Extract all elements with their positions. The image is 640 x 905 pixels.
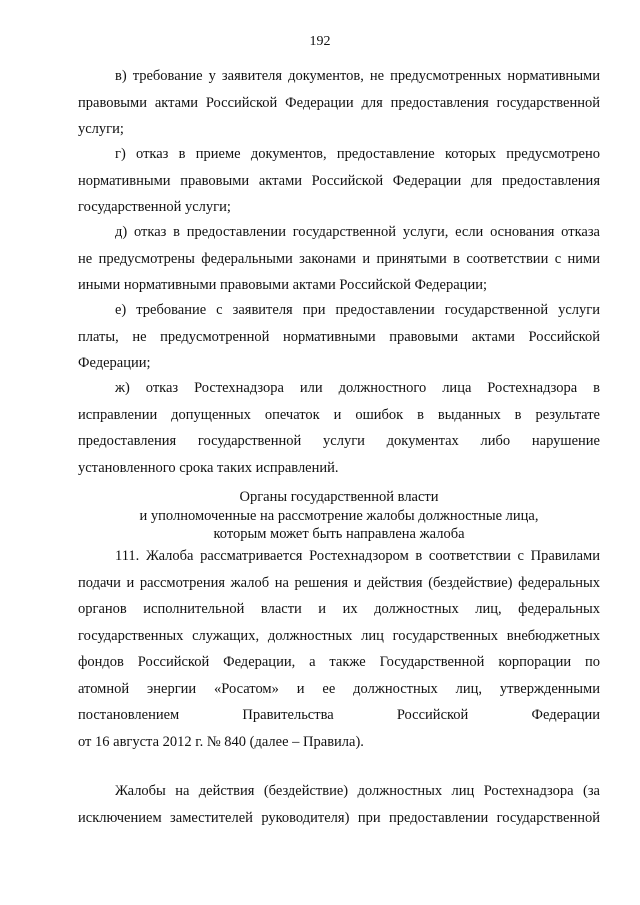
text-line: услуги; <box>78 121 124 137</box>
text-line: органов исполнительной власти и их должностных лиц, федеральных <box>78 601 600 617</box>
paragraph-v <box>78 63 600 143</box>
text-line: исправлении допущенных опечаток и ошибок в выданных в результате <box>78 406 600 423</box>
text-line: атомной энергии «Росатом» и ее должностных лиц, утвержденными <box>78 680 600 697</box>
text-line: предоставления государственной услуги документах либо нарушение <box>78 433 600 449</box>
text-line: правовыми актами Российской Федерации для предоставления государственной <box>78 94 600 111</box>
page-number: 192 <box>309 34 331 49</box>
text-line: ж) отказ Ростехнадзора или должностного лица Ростехнадзора в <box>115 380 600 396</box>
paragraph-zh <box>78 375 600 481</box>
paragraph-e <box>78 297 600 377</box>
text-line: установленного срока таких исправлений. <box>78 459 339 476</box>
heading-line: и уполномоченные на рассмотрение жалобы должностные лица, <box>139 507 539 524</box>
paragraph-complaints <box>78 778 600 831</box>
text-line: 111. Жалоба рассматривается Ростехнадзором в соответствии с Правилами <box>115 548 600 564</box>
text-line: не предусмотрены федеральными законами и принятыми в соответствии с ними <box>78 250 600 267</box>
text-line: постановлением Правительства Российской Федерации <box>78 707 600 723</box>
paragraph-111 <box>78 543 600 755</box>
text-line: д) отказ в предоставлении государственной услуги, если основания отказа <box>115 224 600 240</box>
text-line: подачи и рассмотрения жалоб на решения и действия (бездействие) федеральных <box>78 574 600 591</box>
text-line: Жалобы на действия (бездействие) должностных лиц Ростехнадзора (за <box>115 783 600 799</box>
text-line: е) требование с заявителя при предоставлении государственной услуги <box>115 302 600 318</box>
paragraph-d <box>78 219 600 299</box>
text-line: фондов Российской Федерации, а также Государственной корпорации по <box>78 654 600 670</box>
text-line: в) требование у заявителя документов, не предусмотренных нормативными <box>115 68 600 84</box>
text-line: от 16 августа 2012 г. № 840 (далее – Правила). <box>78 733 364 750</box>
text-line: платы, не предусмотренной нормативными правовыми актами Российской <box>78 328 600 345</box>
text-line: государственной услуги; <box>78 199 231 215</box>
heading-line: Органы государственной власти <box>239 489 439 505</box>
paragraph-g <box>78 141 600 221</box>
text-line: нормативными правовыми актами Российской Федерации для предоставления <box>78 172 600 189</box>
text-line: исключением заместителей руководителя) при предоставлении государственной <box>78 809 600 826</box>
text-line: Федерации; <box>78 355 151 371</box>
text-line: иными нормативными правовыми актами Российской Федерации; <box>78 277 487 293</box>
section-heading <box>78 488 600 544</box>
text-line: государственных служащих, должностных лиц государственных внебюджетных <box>78 627 600 644</box>
text-line: г) отказ в приеме документов, предоставление которых предусмотрено <box>115 146 600 162</box>
heading-line: которым может быть направлена жалоба <box>213 526 465 542</box>
